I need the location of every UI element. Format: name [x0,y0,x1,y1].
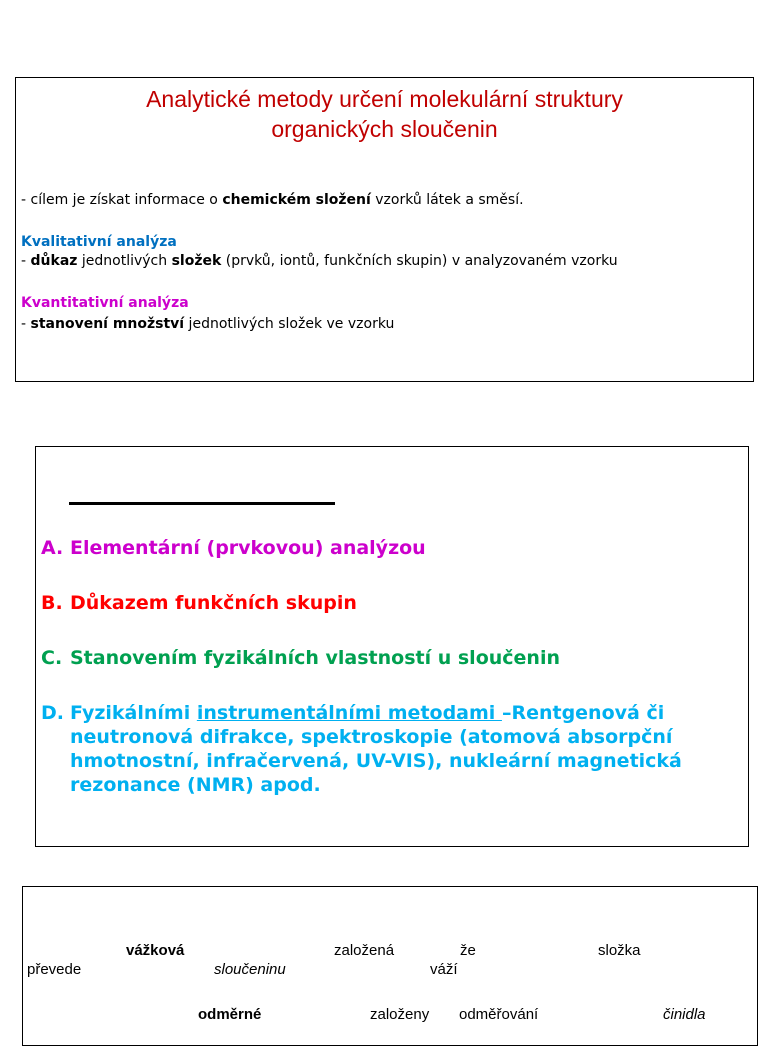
instrumental-methods-link[interactable]: instrumentálními metodami [196,702,502,724]
slide-method-list [35,446,749,847]
word-vazi: váží [430,961,458,978]
item-text: Elementární (prvkovou) analýzou [70,537,426,559]
qualitative-post: (prvků, iontů, funkčních skupin) v analyzovaném vzorku [221,253,618,269]
word-prevede: převede [27,961,82,978]
list-item-c [41,646,728,670]
title-line-1: Analytické metody určení molekulární struktury [146,86,623,112]
item-d-post: –Rentgenová či neutronová difrakce, spektroskopie (atomová absorpční hmotnostní, infračervená, UV-VIS), nukleární magnetická rezonance (NMR) apod. [70,702,682,796]
title-underline [69,502,335,505]
list-item-d [41,701,728,797]
qualitative-pre: - [21,253,31,269]
item-marker: A. [41,537,64,559]
intro-pre: - cílem je získat informace o [21,192,223,208]
word-vazkova: vážková [126,942,185,959]
title-line-2: organických sloučenin [271,116,498,142]
word-slouceninu: sloučeninu [214,961,286,978]
intro-post: vzorků látek a směsí. [370,192,524,208]
slide-gravimetric-volumetric [22,886,758,1046]
item-text: Důkazem funkčních skupin [70,592,357,614]
quantitative-pre: - [21,316,31,332]
word-ze: že [460,942,476,959]
item-marker: B. [41,592,63,614]
intro-bold: chemickém složení [222,192,371,208]
qualitative-heading: Kvalitativní analýza [21,234,177,250]
word-odmerovani: odměřování [459,1006,539,1023]
word-slozka: složka [598,942,641,959]
slide-analytical-methods [15,77,754,382]
word-zalozeny: založeny [370,1006,430,1023]
word-zalozena: založená [334,942,395,959]
item-marker: D. [41,702,64,724]
quantitative-bold: stanovení množství [30,316,185,332]
word-cinidla: činidla [663,1006,706,1023]
quantitative-line [21,315,394,333]
intro-line [21,191,524,209]
quantitative-post: jednotlivých složek ve vzorku [184,316,395,332]
slide-title [16,84,753,144]
qualitative-bold-2: složek [171,253,222,269]
quantitative-heading: Kvantitativní analýza [21,295,189,311]
qualitative-bold-1: důkaz [30,253,78,269]
qualitative-mid: jednotlivých [77,253,172,269]
word-odmerne: odměrné [198,1006,262,1023]
list-item-a [41,536,728,560]
qualitative-line [21,252,618,270]
list-item-b [41,591,728,615]
item-d-pre: Fyzikálními [70,702,197,724]
item-text: Stanovením fyzikálních vlastností u sloučenin [70,647,560,669]
item-marker: C. [41,647,63,669]
item-text [70,701,728,797]
